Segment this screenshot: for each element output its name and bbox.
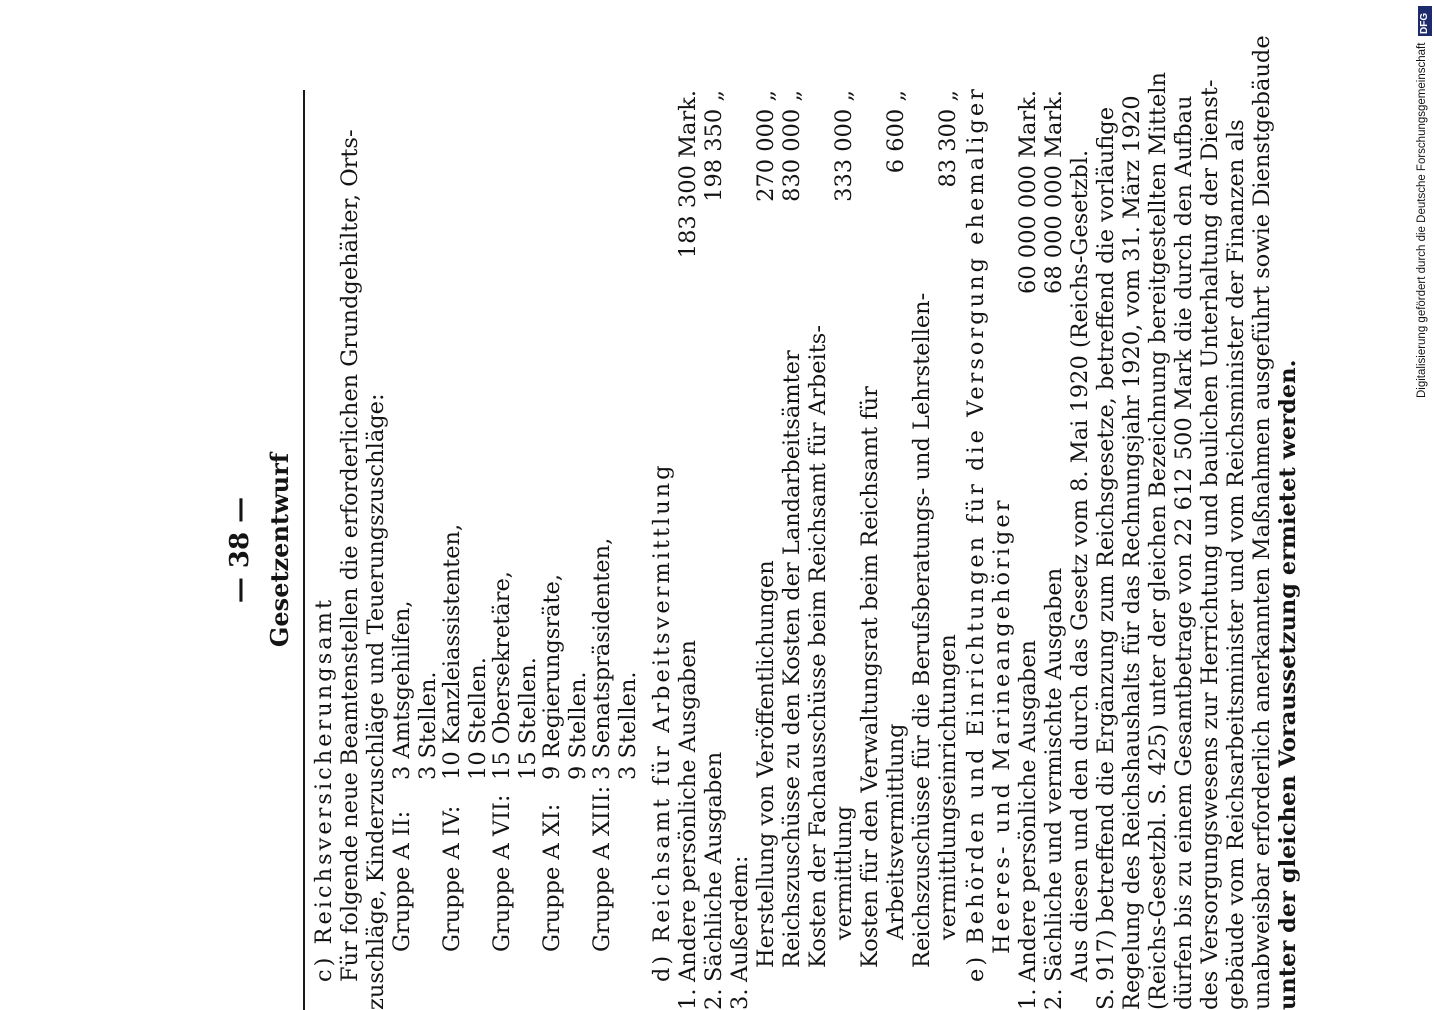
item-number: 3. (727, 988, 753, 1010)
sub-item-amount: 830 000 „ (779, 90, 805, 202)
paragraph-line: unabweisbar erforderlich anerkannten Maßnahmen ausgeführt sowie Dienstgebäude (1249, 35, 1275, 1010)
group-label: Gruppe A IV: (439, 805, 465, 952)
item-text: Andere persönliche Ausgaben (1015, 639, 1041, 982)
item-amount: 183 300 Mark. (675, 90, 701, 259)
item-text: Sächliche und vermischte Ausgaben (1041, 567, 1067, 982)
group-line: 3 Senatspräsidenten, (589, 537, 615, 780)
item-amount: 68 000 000 Mark. (1041, 90, 1067, 294)
group-label: Gruppe A XI: (539, 803, 565, 952)
section-e-heading-line1: e) Behörden und Einrichtungen für die Versorgung ehemaliger (963, 86, 989, 982)
paragraph-line: gebäude vom Reichsarbeitsminister und vom Reichsminister der Finanzen als (1223, 119, 1249, 1010)
section-e-heading-line2: Heeres- und Marineangehöriger (989, 497, 1015, 954)
header-rule (303, 90, 305, 1010)
digitization-credit (1416, 8, 1434, 398)
group-line: 15 Stellen. (515, 657, 541, 780)
sub-item-amount: 83 300 „ (935, 90, 961, 188)
dfg-logo: DFG (1418, 6, 1432, 36)
section-c-intro-line2: zuschläge, Kinderzuschläge und Teuerungszuschläge: (363, 393, 389, 1010)
group-label: Gruppe A II: (389, 810, 415, 952)
page-title: Gesetzentwurf (265, 452, 294, 648)
group-line: 15 Obersekretäre, (489, 571, 515, 780)
paragraph-line: dürfen bis zu einem Gesamtbetrage von 22 612 500 Mark die durch den Aufbau (1171, 95, 1197, 1010)
credit-text: Digitalisierung gefördert durch die Deutsche Forschungsgemeinschaft (1416, 42, 1428, 398)
sub-item-amount: 270 000 „ (753, 90, 779, 202)
sub-item-text: Arbeitsvermittlung (883, 723, 909, 940)
page-number: — 38 — (225, 496, 255, 604)
item-amount: 198 350 „ (701, 90, 727, 202)
sub-item-text: vermittlung (831, 806, 857, 940)
group-line: 3 Stellen. (615, 671, 641, 780)
paragraph-line: (Reichs-Gesetzbl. S. 425) unter der gleichen Bezeichnung bereitgestellten Mitteln (1145, 72, 1171, 1010)
paragraph-line: des Versorgungswesens zur Herrichtung und baulichen Unterhaltung der Dienst- (1197, 79, 1223, 1010)
paragraph-line: S. 917) betreffend die Ergänzung zum Reichsgesetze, betreffend die vorläufige (1093, 106, 1119, 1010)
sub-item-text: Reichszuschüsse zu den Kosten der Landarbeitsämter (779, 350, 805, 968)
item-amount: 60 000 000 Mark. (1015, 90, 1041, 294)
section-c-heading: c) Reichsversicherungsamt (311, 596, 337, 982)
paragraph-line: Regelung des Reichshaushalts für das Rechnungsjahr 1920, vom 31. März 1920 (1119, 95, 1145, 1010)
item-number: 2. (1041, 988, 1067, 1010)
paragraph-line: unter der gleichen Voraussetzung ermietet werden. (1275, 359, 1301, 1010)
group-line: 10 Stellen. (465, 657, 491, 780)
item-number: 2. (701, 988, 727, 1010)
sub-item-amount: 6 600 „ (883, 90, 909, 174)
item-text: Außerdem: (727, 855, 753, 982)
sub-item-text: Kosten der Fachausschüsse beim Reichsamt für Arbeits- (805, 325, 831, 968)
sub-item-text: Kosten für den Verwaltungsrat beim Reichsamt für (857, 386, 883, 968)
rotated-page-content (207, 35, 1301, 1010)
paragraph-line: Aus diesen und den durch das Gesetz vom 8. Mai 1920 (Reichs-Gesetzbl. (1067, 149, 1093, 982)
sub-item-text: vermittlungseinrichtungen (935, 634, 961, 940)
item-text: Sächliche Ausgaben (701, 751, 727, 982)
group-label: Gruppe A VII: (489, 794, 515, 952)
item-text: Andere persönliche Ausgaben (675, 639, 701, 982)
item-number: 1. (675, 988, 701, 1010)
sub-item-text: Reichszuschüsse für die Berufsberatungs- und Lehrstellen- (909, 292, 935, 968)
group-line: 10 Kanzleiassistenten, (439, 523, 465, 780)
group-label: Gruppe A XIII: (589, 785, 615, 952)
group-line: 3 Amtsgehilfen, (389, 600, 415, 780)
group-line: 9 Regierungsräte, (539, 573, 565, 780)
group-line: 3 Stellen. (415, 671, 441, 780)
item-number: 1. (1015, 988, 1041, 1010)
group-line: 9 Stellen. (565, 671, 591, 780)
sub-item-amount: 333 000 „ (831, 90, 857, 202)
sub-item-text: Herstellung von Veröffentlichungen (753, 560, 779, 968)
section-c-intro-line1: Für folgende neue Beamtenstellen die erforderlichen Grundgehälter, Orts- (337, 129, 363, 982)
section-d-heading: d) Reichsamt für Arbeitsvermittlung (649, 462, 675, 982)
